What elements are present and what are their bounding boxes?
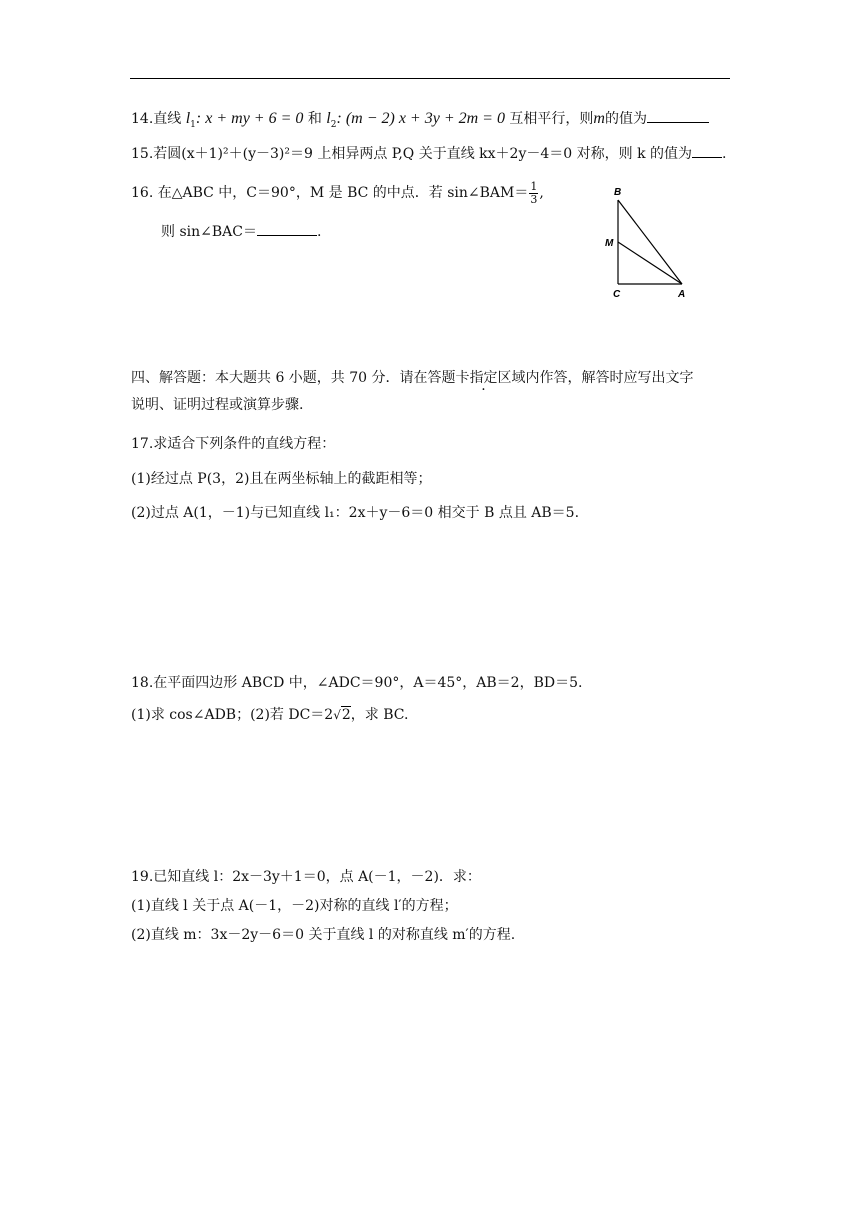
q14-eq1: : x + my + 6 = 0: [195, 110, 304, 127]
question-16-line2: [161, 221, 321, 242]
question-14: [131, 108, 709, 135]
q16-fraction: [529, 181, 538, 206]
q16-line2-end: .: [316, 224, 322, 240]
q14-l2: l: [326, 110, 331, 127]
q17-part1: (1)经过点 P(3，2)且在两坐标轴上的截距相等；: [131, 471, 432, 487]
question-15: [131, 143, 726, 164]
q18-part1-a: (1)求 cos∠ADB；(2)若 DC＝2: [131, 707, 334, 723]
section-4-line2: [131, 395, 303, 415]
q16-frac-num: 1: [530, 179, 538, 193]
q15-text: 15.若圆(x＋1)²＋(y－3)²＝9 上相异两点 P,Q 关于直线 kx＋2y－4＝0 对称，则 k 的值为: [131, 146, 693, 162]
q15-answer-blank[interactable]: [692, 143, 722, 158]
q14-l1: l: [185, 110, 191, 127]
question-16: [131, 178, 544, 208]
q15-end: .: [722, 146, 727, 162]
q14-answer-blank[interactable]: [647, 108, 709, 123]
q14-number: 14.: [131, 111, 154, 127]
q18-part1: (1)求 cos∠ADB；(2)若 DC＝2√2，求 BC.: [131, 707, 409, 723]
q16-text1: 16. 在△ABC 中，C＝90°，M 是 BC 的中点．若 sin∠BAM＝: [131, 185, 529, 201]
q18-part1-c: ，求 BC.: [350, 707, 409, 723]
q19-title: 19.已知直线 l：2x－3y＋1＝0，点 A(－1，－2)．求：: [131, 869, 481, 885]
q16-line2-text: 则 sin∠BAC＝: [161, 224, 257, 240]
q14-m: m: [593, 110, 605, 127]
q16-answer-blank[interactable]: [257, 221, 317, 236]
section4-text-b: 作答，解答时应写出文字: [539, 370, 694, 386]
q14-sub2: 2: [330, 119, 337, 130]
triangle-figure: [600, 180, 700, 305]
q14-text2: 互相平行，则: [509, 111, 594, 127]
section-4-line1: [131, 368, 694, 388]
q16-text2: ,: [539, 185, 544, 201]
q14-and: 和: [307, 111, 322, 127]
q14-sub1: 1: [190, 119, 196, 130]
q14-text1: 直线: [153, 111, 182, 127]
q17-part2: (2)过点 A(1，－1)与已知直线 l₁：2x＋y－6＝0 相交于 B 点且 AB＝5.: [131, 505, 580, 521]
q18-sqrt-value: 2: [341, 707, 351, 723]
section4-line2-text: 说明、证明过程或演算步骤.: [131, 397, 304, 413]
q18-title: 18.在平面四边形 ABCD 中，∠ADC＝90°，A＝45°，AB＝2，BD＝5.: [131, 675, 583, 691]
side-ab: [618, 200, 682, 284]
section4-emphasis: 答题卡指定区域内 ·: [428, 370, 540, 386]
q14-eq2: : (m − 2) x + 3y + 2m = 0: [336, 110, 505, 127]
q16-frac-den: 3: [530, 192, 538, 206]
q19-part1: (1)直线 l 关于点 A(－1，－2)对称的直线 l′的方程；: [131, 898, 458, 914]
header-rule: [130, 78, 730, 79]
q17-title: 17.求适合下列条件的直线方程：: [131, 436, 336, 452]
label-b: B: [614, 187, 622, 198]
label-m: M: [605, 238, 614, 249]
section4-text-a: 四、解答题：本大题共 6 小题，共 70 分．请在: [131, 370, 428, 386]
segment-am: [618, 242, 682, 284]
label-c: C: [613, 289, 621, 300]
label-a: A: [678, 289, 686, 300]
q19-part2: (2)直线 m：3x－2y－6＝0 关于直线 l 的对称直线 m′的方程.: [131, 927, 516, 943]
q14-text3: 的值为: [604, 111, 647, 127]
